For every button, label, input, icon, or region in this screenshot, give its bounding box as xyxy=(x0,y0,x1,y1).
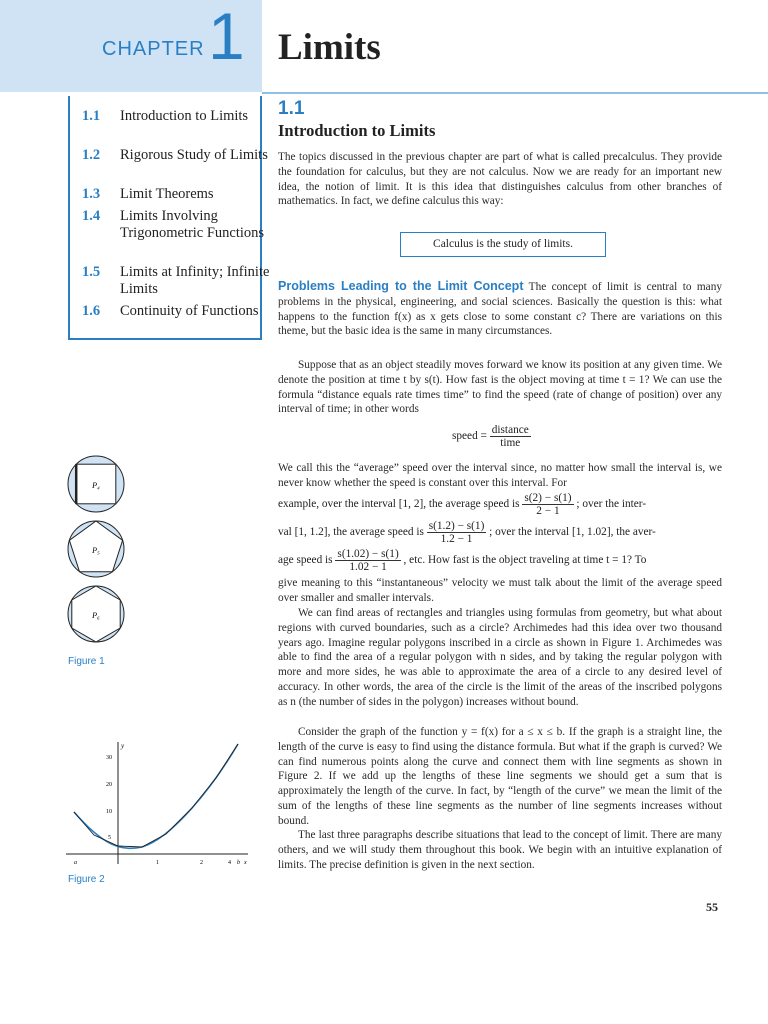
fraction xyxy=(522,492,573,517)
smooth-curve xyxy=(74,744,238,848)
toc-label: Limits at Infinity; Infinite Limits xyxy=(120,264,270,297)
fraction xyxy=(427,520,487,545)
speed-formula xyxy=(452,424,531,449)
inline-text: age speed is xyxy=(278,554,333,567)
polygon-label: P₅ xyxy=(92,546,100,555)
x-tick-label: x xyxy=(244,860,247,866)
fraction-numerator: distance xyxy=(491,424,529,436)
chapter-divider xyxy=(262,92,768,94)
toc-label: Rigorous Study of Limits xyxy=(120,147,268,163)
toc-label: Introduction to Limits xyxy=(120,108,249,124)
toc-label: Continuity of Functions xyxy=(120,303,259,319)
formula-lhs: speed = xyxy=(452,430,487,443)
x-tick-label: a xyxy=(74,860,77,866)
y-axis-label: y xyxy=(121,742,125,750)
x-tick-label: 2 xyxy=(200,860,203,866)
toc-label: Limit Theorems xyxy=(120,186,214,202)
y-tick-label: 10 xyxy=(106,809,112,815)
toc-number: 1.6 xyxy=(82,303,101,319)
fraction-numerator: s(1.02) − s(1) xyxy=(337,548,399,560)
average-paragraph: We call this the “average” speed over the interval since, no matter how small the interval is, we never know whether the speed is constant over this interval. For xyxy=(278,462,722,489)
fraction xyxy=(490,424,531,449)
figure-1-polygons xyxy=(62,454,134,654)
figure-1-caption: Figure 1 xyxy=(68,656,105,667)
average-line xyxy=(278,520,722,545)
approximating-segments xyxy=(74,744,238,847)
chapter-number: 1 xyxy=(208,0,245,73)
fraction-numerator: s(2) − s(1) xyxy=(524,492,572,504)
closing-paragraph: The last three paragraphs describe situations that lead to the concept of limit. There are many others, and we will study them throughout this book. We begin with an intuitive explanation of limits. The precise definition is given in the next section. xyxy=(278,829,722,871)
polygon-label: P₄ xyxy=(92,481,100,490)
section-number: 1.1 xyxy=(278,98,305,119)
y-tick-label: 30 xyxy=(106,755,112,761)
inline-text: ; over the inter- xyxy=(576,498,647,511)
fraction-numerator: s(1.2) − s(1) xyxy=(428,520,485,532)
toc-number: 1.4 xyxy=(82,208,101,224)
fraction xyxy=(335,548,400,573)
x-tick-label: 1 xyxy=(156,860,159,866)
speed-paragraph: Suppose that as an object steadily moves forward we know its position at any given time. We denote the position at time t by s(t). How fast is the object moving at time t = 1? We can use the formula “distance equals rate times time” to find the speed (rate of change of position) over any interval of time; in other words xyxy=(278,359,722,416)
inline-text: val [1, 1.2], the average speed is xyxy=(278,526,424,539)
average-line xyxy=(278,548,722,573)
inline-text: , etc. How fast is the object traveling at time t = 1? To xyxy=(403,554,647,567)
instantaneous-paragraph: give meaning to this “instantaneous” velocity we must talk about the limit of the average speed over smaller and smaller intervals. xyxy=(278,577,722,604)
polygon-label: P₆ xyxy=(92,611,100,620)
toc-number: 1.5 xyxy=(82,264,101,280)
chapter-contents xyxy=(68,96,270,340)
toc-number: 1.3 xyxy=(82,186,101,202)
curve-paragraph: Consider the graph of the function y = f(x) for a ≤ x ≤ b. If the graph is a straight line, the length of the curve is easy to find using the distance formula. But what if the graph is curved? We can find numerous points along the curve and connect them with line segments as shown in Figure 2. If we add up the lengths of these line segments we should get a sum that is approximately the length of the curve. In fact, by “length of the curve” we mean the limit of the sum of the lengths of these line segments as the number of line segments increases without bound. xyxy=(278,726,722,827)
fraction-denominator: 2 − 1 xyxy=(536,505,560,517)
page-number: 55 xyxy=(706,900,718,914)
area-paragraph: We can find areas of rectangles and triangles using formulas from geometry, but what about regions with curved boundaries, such as a circle? Archimedes had this idea over two thousand years ago. Imagine regular polygons inscribed in a circle as shown in Figure 1. Archimedes was able to find the area of a regular polygon with n sides, and by taking the regular polygon with more and more sides, he was able to approximate the area of a circle to any desired level of accuracy. In other words, the area of the circle is the limit of the areas of the inscribed polygons as n (the number of sides in the polygon) increases without bound. xyxy=(278,607,722,708)
toc-number: 1.2 xyxy=(82,147,101,163)
fraction-denominator: 1.2 − 1 xyxy=(440,533,473,545)
chapter-label: CHAPTER xyxy=(102,38,205,60)
subsection-heading: Problems Leading to the Limit Concept xyxy=(278,279,524,293)
section-title: Introduction to Limits xyxy=(278,121,436,140)
chapter-title: Limits xyxy=(278,27,381,68)
inline-text: ; over the interval [1, 1.02], the aver- xyxy=(489,526,656,539)
inline-text: example, over the interval [1, 2], the average speed is xyxy=(278,498,520,511)
fraction-denominator: time xyxy=(500,437,521,449)
average-line xyxy=(278,492,722,517)
y-tick-label: 20 xyxy=(106,782,112,788)
y-tick-label: 5 xyxy=(108,835,111,841)
figure-2-caption: Figure 2 xyxy=(68,874,105,885)
definition-box: Calculus is the study of limits. xyxy=(400,232,606,257)
intro-paragraph: The topics discussed in the previous chapter are part of what is called precalculus. They provide the foundation for calculus, but they are not calculus. Now we are ready for an important new idea, the notion of limit. It is this idea that distinguishes calculus from other branches of mathematics. In fact, we define calculus this way: xyxy=(278,151,722,208)
problems-text: The concept of limit is central to many problems in the physical, engineering, and social sciences. Basically the question is this: what happens to the function f(x) as x gets close to some constant c? There are variations on this theme, but the basic idea is the same in many circumstances. xyxy=(278,281,722,338)
figure-2-curve xyxy=(62,738,252,870)
x-tick-label: b xyxy=(237,860,240,866)
fraction-denominator: 1.02 − 1 xyxy=(349,561,387,573)
toc-label: Limits Involving Trigonometric Functions xyxy=(120,208,265,241)
problems-paragraph xyxy=(278,279,722,339)
toc-number: 1.1 xyxy=(82,108,101,124)
x-tick-label: 4 xyxy=(228,860,231,866)
